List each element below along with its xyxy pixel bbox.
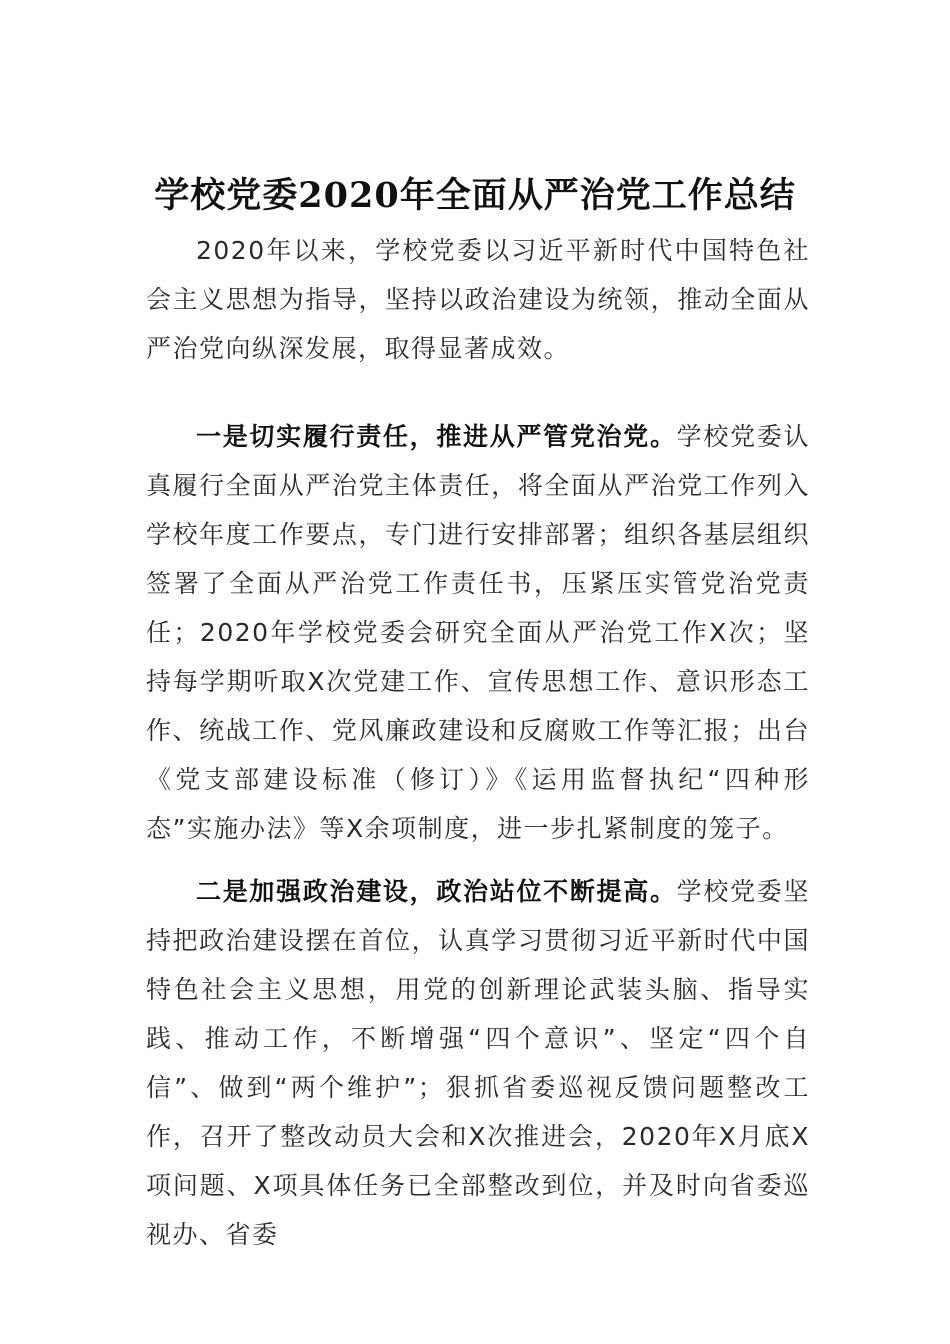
section-2-paragraph [146,867,810,1259]
document-title: 学校党委2020年全面从严治党工作总结 [154,175,796,216]
section-1-lead: 一是切实履行责任，推进从严管党治党。 [196,422,677,451]
section-1-paragraph [146,412,810,853]
intro-paragraph: 2020年以来，学校党委以习近平新时代中国特色社会主义思想为指导，坚持以政治建设为统领，推动全面从严治党向纵深发展，取得显著成效。 [146,236,810,363]
section-2-body: 学校党委坚持把政治建设摆在首位，认真学习贯彻习近平新时代中国特色社会主义思想，用党的创新理论武装头脑、指导实践、推动工作，不断增强“四个意识”、坚定“四个自信”、做到“两个维护”；狠抓省委巡视反馈问题整改工作，召开了整改动员大会和X次推进会，2020年X月底X项问题、X项具体任务已全部整改到位，并及时向省委巡视办、省委 [146,877,810,1249]
section-2-lead: 二是加强政治建设，政治站位不断提高。 [196,877,677,906]
section-1-body: 学校党委认真履行全面从严治党主体责任，将全面从严治党工作列入学校年度工作要点，专门进行安排部署；组织各基层组织签署了全面从严治党工作责任书，压紧压实管党治党责任；2020年学校党委会研究全面从严治党工作X次；坚持每学期听取X次党建工作、宣传思想工作、意识形态工作、统战工作、党风廉政建设和反腐败工作等汇报；出台《党支部建设标准（修订）》《运用监督执纪“四种形态”实施办法》等X余项制度，进一步扎紧制度的笼子。 [146,422,810,843]
